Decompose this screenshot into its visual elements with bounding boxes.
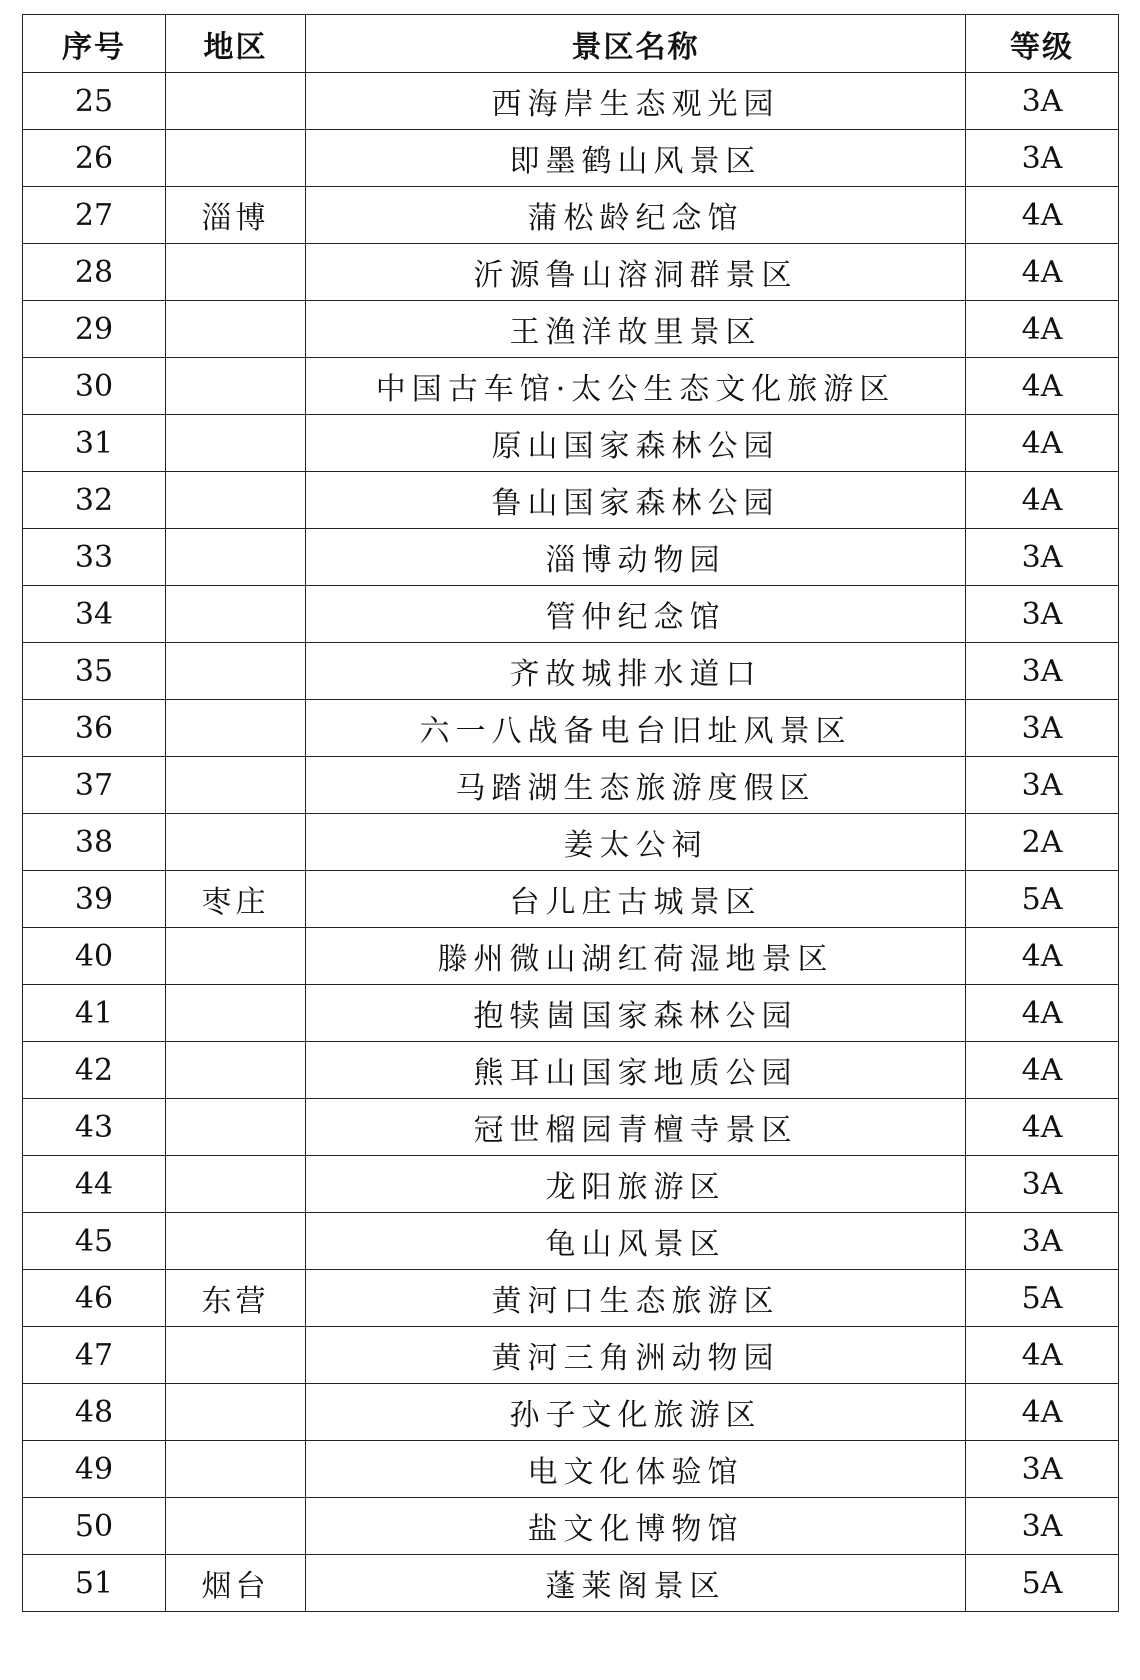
table-row [23, 187, 1119, 244]
cell-number: 38 [23, 814, 166, 871]
header-name: 景区名称 [306, 15, 966, 73]
cell-number: 47 [23, 1327, 166, 1384]
cell-region [166, 643, 306, 700]
cell-region [166, 1156, 306, 1213]
table-row [23, 871, 1119, 928]
cell-grade: 4A [966, 244, 1119, 301]
cell-scenic-name: 冠世榴园青檀寺景区 [306, 1099, 966, 1156]
cell-scenic-name: 王渔洋故里景区 [306, 301, 966, 358]
cell-scenic-name: 龟山风景区 [306, 1213, 966, 1270]
cell-grade: 4A [966, 187, 1119, 244]
cell-number: 37 [23, 757, 166, 814]
cell-number: 33 [23, 529, 166, 586]
cell-grade: 4A [966, 358, 1119, 415]
cell-grade: 3A [966, 586, 1119, 643]
cell-scenic-name: 鲁山国家森林公园 [306, 472, 966, 529]
cell-region [166, 415, 306, 472]
cell-scenic-name: 龙阳旅游区 [306, 1156, 966, 1213]
cell-number: 30 [23, 358, 166, 415]
cell-scenic-name: 马踏湖生态旅游度假区 [306, 757, 966, 814]
cell-grade: 3A [966, 643, 1119, 700]
table-row [23, 757, 1119, 814]
table-row [23, 244, 1119, 301]
table-row [23, 1156, 1119, 1213]
cell-region [166, 586, 306, 643]
cell-scenic-name: 原山国家森林公园 [306, 415, 966, 472]
cell-scenic-name: 台儿庄古城景区 [306, 871, 966, 928]
table-row [23, 415, 1119, 472]
cell-scenic-name: 黄河三角洲动物园 [306, 1327, 966, 1384]
cell-grade: 3A [966, 700, 1119, 757]
cell-grade: 5A [966, 871, 1119, 928]
cell-scenic-name: 淄博动物园 [306, 529, 966, 586]
cell-scenic-name: 滕州微山湖红荷湿地景区 [306, 928, 966, 985]
table-header-row [23, 15, 1119, 73]
table-row [23, 73, 1119, 130]
cell-grade: 2A [966, 814, 1119, 871]
cell-number: 43 [23, 1099, 166, 1156]
cell-region [166, 700, 306, 757]
cell-scenic-name: 即墨鹤山风景区 [306, 130, 966, 187]
cell-grade: 4A [966, 301, 1119, 358]
table-row [23, 358, 1119, 415]
cell-scenic-name: 电文化体验馆 [306, 1441, 966, 1498]
cell-scenic-name: 蒲松龄纪念馆 [306, 187, 966, 244]
cell-number: 41 [23, 985, 166, 1042]
cell-region [166, 73, 306, 130]
cell-region [166, 1498, 306, 1555]
cell-region [166, 301, 306, 358]
cell-number: 42 [23, 1042, 166, 1099]
cell-region [166, 757, 306, 814]
table-row [23, 301, 1119, 358]
header-region: 地区 [166, 15, 306, 73]
cell-grade: 3A [966, 1441, 1119, 1498]
cell-scenic-name: 黄河口生态旅游区 [306, 1270, 966, 1327]
cell-grade: 5A [966, 1555, 1119, 1612]
cell-region [166, 130, 306, 187]
cell-number: 48 [23, 1384, 166, 1441]
cell-region: 枣庄 [166, 871, 306, 928]
cell-number: 25 [23, 73, 166, 130]
table-row [23, 472, 1119, 529]
cell-scenic-name: 六一八战备电台旧址风景区 [306, 700, 966, 757]
cell-scenic-name: 抱犊崮国家森林公园 [306, 985, 966, 1042]
table-row [23, 985, 1119, 1042]
cell-region [166, 1384, 306, 1441]
cell-region: 东营 [166, 1270, 306, 1327]
cell-grade: 4A [966, 1099, 1119, 1156]
cell-grade: 3A [966, 1213, 1119, 1270]
table-row [23, 814, 1119, 871]
cell-region: 淄博 [166, 187, 306, 244]
cell-number: 28 [23, 244, 166, 301]
cell-number: 40 [23, 928, 166, 985]
cell-region [166, 1327, 306, 1384]
table-row [23, 586, 1119, 643]
cell-number: 34 [23, 586, 166, 643]
cell-number: 49 [23, 1441, 166, 1498]
cell-region [166, 244, 306, 301]
table-row [23, 529, 1119, 586]
cell-scenic-name: 熊耳山国家地质公园 [306, 1042, 966, 1099]
cell-number: 29 [23, 301, 166, 358]
cell-grade: 4A [966, 415, 1119, 472]
table-row [23, 928, 1119, 985]
table-row [23, 130, 1119, 187]
table-row [23, 1270, 1119, 1327]
table-body [23, 73, 1119, 1612]
cell-region [166, 928, 306, 985]
cell-number: 32 [23, 472, 166, 529]
cell-scenic-name: 管仲纪念馆 [306, 586, 966, 643]
cell-grade: 3A [966, 73, 1119, 130]
table-row [23, 1555, 1119, 1612]
cell-grade: 3A [966, 130, 1119, 187]
cell-scenic-name: 齐故城排水道口 [306, 643, 966, 700]
cell-grade: 4A [966, 928, 1119, 985]
cell-scenic-name: 姜太公祠 [306, 814, 966, 871]
cell-scenic-name: 中国古车馆·太公生态文化旅游区 [306, 358, 966, 415]
cell-grade: 4A [966, 1327, 1119, 1384]
table-row [23, 1099, 1119, 1156]
cell-number: 27 [23, 187, 166, 244]
header-grade: 等级 [966, 15, 1119, 73]
table-row [23, 1327, 1119, 1384]
cell-region [166, 358, 306, 415]
cell-region [166, 814, 306, 871]
table-row [23, 1384, 1119, 1441]
cell-grade: 4A [966, 985, 1119, 1042]
cell-number: 46 [23, 1270, 166, 1327]
cell-grade: 3A [966, 529, 1119, 586]
cell-scenic-name: 盐文化博物馆 [306, 1498, 966, 1555]
cell-grade: 3A [966, 1156, 1119, 1213]
cell-grade: 4A [966, 1384, 1119, 1441]
cell-number: 51 [23, 1555, 166, 1612]
table-row [23, 1498, 1119, 1555]
cell-scenic-name: 蓬莱阁景区 [306, 1555, 966, 1612]
cell-number: 35 [23, 643, 166, 700]
table-row [23, 643, 1119, 700]
cell-region [166, 529, 306, 586]
cell-region [166, 472, 306, 529]
cell-grade: 4A [966, 1042, 1119, 1099]
cell-scenic-name: 西海岸生态观光园 [306, 73, 966, 130]
cell-number: 26 [23, 130, 166, 187]
cell-number: 31 [23, 415, 166, 472]
table-row [23, 700, 1119, 757]
cell-region [166, 1213, 306, 1270]
cell-number: 45 [23, 1213, 166, 1270]
cell-number: 39 [23, 871, 166, 928]
scenic-area-table [22, 14, 1119, 1612]
header-number: 序号 [23, 15, 166, 73]
cell-number: 36 [23, 700, 166, 757]
cell-scenic-name: 沂源鲁山溶洞群景区 [306, 244, 966, 301]
table-row [23, 1042, 1119, 1099]
cell-grade: 3A [966, 1498, 1119, 1555]
cell-scenic-name: 孙子文化旅游区 [306, 1384, 966, 1441]
cell-region: 烟台 [166, 1555, 306, 1612]
cell-number: 44 [23, 1156, 166, 1213]
scenic-area-table-page [22, 14, 1118, 1612]
cell-region [166, 1099, 306, 1156]
cell-region [166, 985, 306, 1042]
cell-region [166, 1441, 306, 1498]
table-row [23, 1213, 1119, 1270]
cell-region [166, 1042, 306, 1099]
cell-number: 50 [23, 1498, 166, 1555]
cell-grade: 4A [966, 472, 1119, 529]
table-row [23, 1441, 1119, 1498]
cell-grade: 3A [966, 757, 1119, 814]
cell-grade: 5A [966, 1270, 1119, 1327]
